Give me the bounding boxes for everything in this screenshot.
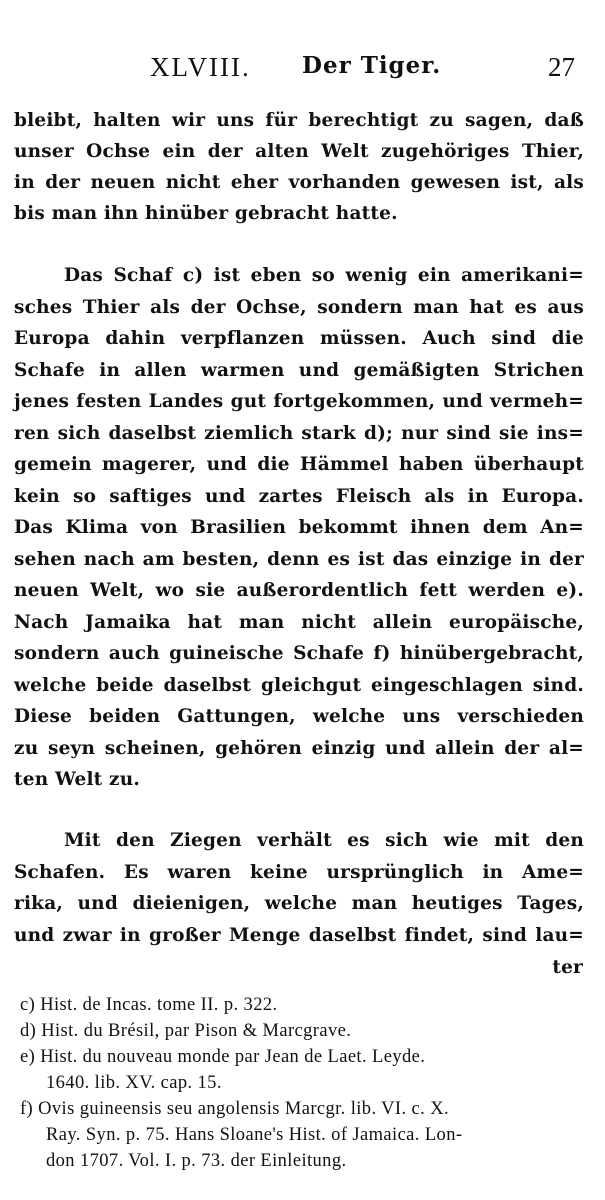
text-line: Europa dahin verpflanzen müssen. Auch sind die (14, 328, 584, 349)
text-line: ten Welt zu. (14, 769, 141, 790)
catchword: ter (552, 957, 583, 978)
footnote-c: c) Hist. de Incas. tome II. p. 322. (20, 995, 278, 1015)
footnote-e-cont: 1640. lib. XV. cap. 15. (46, 1073, 222, 1093)
text-line: Schafen. Es waren keine ursprünglich in Ame= (14, 862, 584, 883)
footnote-f-cont: Ray. Syn. p. 75. Hans Sloane's Hist. of Jamaica. Lon- (46, 1125, 463, 1145)
text-line: ren sich daselbst ziemlich stark d); nur sind sie ins= (14, 423, 584, 444)
text-line: Schafe in allen warmen und gemäßigten Strichen (14, 360, 584, 381)
text-line: Nach Jamaika hat man nicht allein europäische, (14, 612, 584, 633)
text-line: und zwar in großer Menge daselbst findet, sind lau= (14, 925, 584, 946)
text-line: bleibt, halten wir uns für berechtigt zu sagen, daß (14, 110, 584, 131)
text-line: neuen Welt, wo sie außerordentlich fett werden e). (14, 580, 584, 601)
text-line: Das Schaf c) ist eben so wenig ein amerikani= (64, 265, 584, 286)
chapter-title: Der Tiger. (302, 52, 442, 79)
text-line: rika, und dieienigen, welche man heutiges Tages, (14, 893, 584, 914)
text-line: zu seyn scheinen, gehören einzig und allein der al= (14, 738, 584, 759)
text-line: sondern auch guineische Schafe f) hinübergebracht, (14, 643, 584, 664)
text-line: unser Ochse ein der alten Welt zugehöriges Thier, (14, 141, 584, 162)
running-header (0, 52, 605, 88)
text-line: Mit den Ziegen verhält es sich wie mit den (64, 830, 584, 851)
footnote-d: d) Hist. du Brésil, par Pison & Marcgrave. (20, 1021, 352, 1041)
chapter-number: XLVIII. (150, 52, 251, 82)
footnote-f-cont: don 1707. Vol. I. p. 73. der Einleitung. (46, 1151, 347, 1171)
text-line: in der neuen nicht eher vorhanden gewesen ist, als (14, 172, 584, 193)
text-line: sehen nach am besten, denn es ist das einzige in der (14, 549, 584, 570)
text-line: gemein magerer, und die Hämmel haben überhaupt (14, 454, 584, 475)
text-line: bis man ihn hinüber gebracht hatte. (14, 203, 398, 224)
text-line: jenes festen Landes gut fortgekommen, und vermeh= (14, 391, 584, 412)
page-number: 27 (548, 52, 575, 82)
text-line: Das Klima von Brasilien bekommt ihnen dem An= (14, 517, 584, 538)
footnote-f: f) Ovis guineensis seu angolensis Marcgr. lib. VI. c. X. (20, 1099, 449, 1119)
text-line: kein so saftiges und zartes Fleisch als in Europa. (14, 486, 584, 507)
text-line: sches Thier als der Ochse, sondern man hat es aus (14, 297, 584, 318)
text-line: welche beide daselbst gleichgut eingeschlagen sind. (14, 675, 584, 696)
text-line: Diese beiden Gattungen, welche uns verschieden (14, 706, 584, 727)
footnote-e: e) Hist. du nouveau monde par Jean de Laet. Leyde. (20, 1047, 426, 1067)
